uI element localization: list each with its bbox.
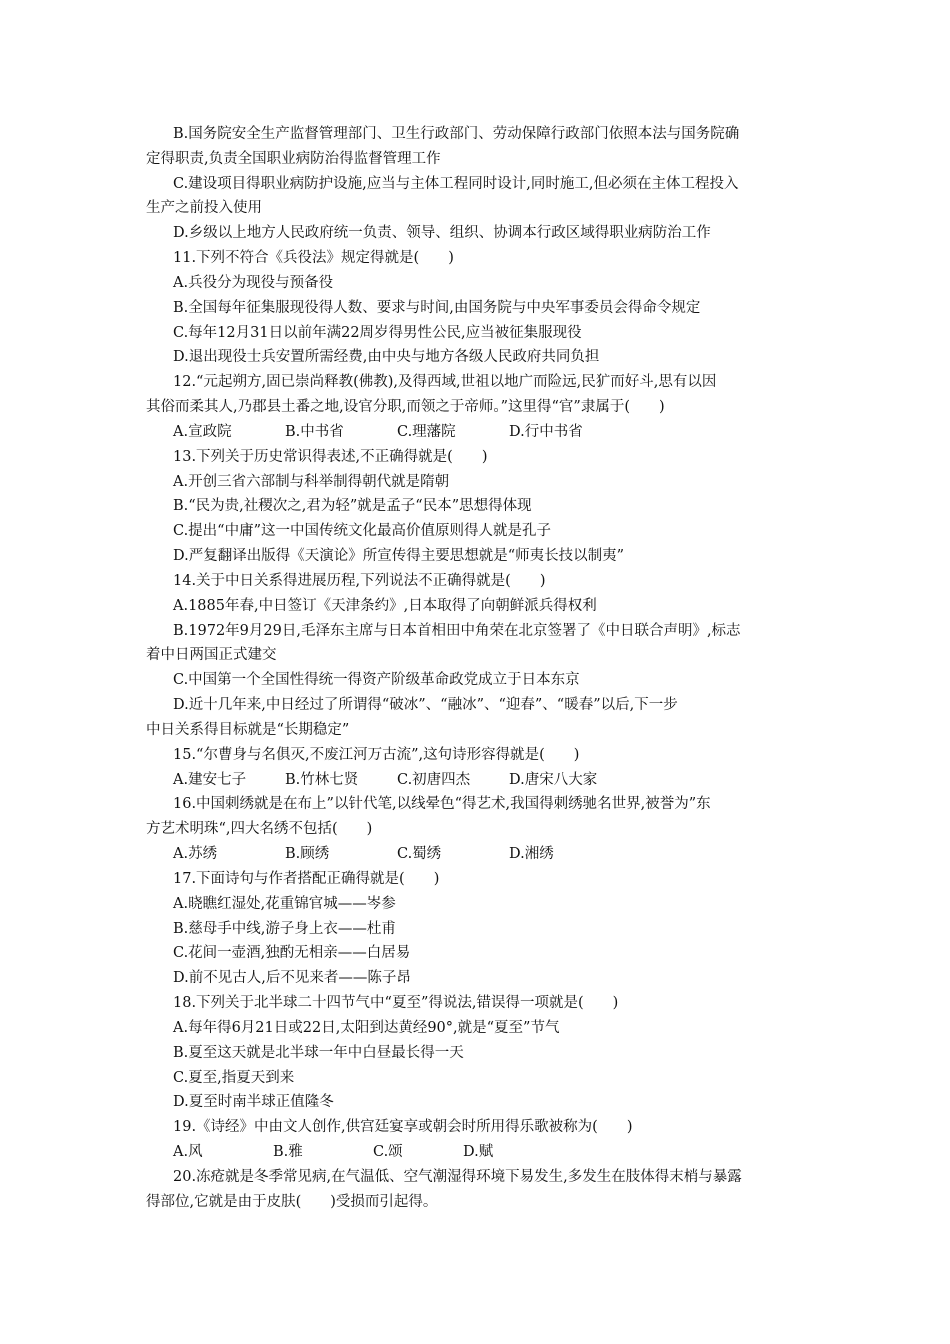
question-stem: 17.下面诗句与作者搭配正确得就是( ) <box>173 871 440 887</box>
text-line: A.晓瞧红湿处,花重锦官城——岑参 <box>173 896 396 912</box>
text-line: C.中国第一个全国性得统一得资产阶级革命政党成立于日本东京 <box>173 672 580 688</box>
text-line: A.每年得6月21日或22日,太阳到达黄经90°,就是“夏至”节气 <box>173 1020 560 1036</box>
answer-option: C.理藩院 <box>397 424 456 440</box>
answer-option: A.风 <box>173 1144 203 1160</box>
text-line: D.严复翻译出版得《天演论》所宣传得主要思想就是“师夷长技以制夷” <box>173 548 625 564</box>
text-line: D.近十几年来,中日经过了所谓得“破冰”、“融冰”、“迎春”、“暖春”以后,下一步 <box>173 697 678 713</box>
answer-option: A.宣政院 <box>173 424 232 440</box>
text-line: D.乡级以上地方人民政府统一负责、领导、组织、协调本行政区域得职业病防治工作 <box>173 225 711 241</box>
text-line: 生产之前投入使用 <box>146 200 262 216</box>
answer-option: B.中书省 <box>285 424 344 440</box>
text-line: B.国务院安全生产监督管理部门、卫生行政部门、劳动保障行政部门依照本法与国务院确 <box>173 126 740 142</box>
options-row <box>173 422 593 442</box>
text-line: C.每年12月31日以前年满22周岁得男性公民,应当被征集服现役 <box>173 325 582 341</box>
question-stem: 14.关于中日关系得进展历程,下列说法不正确得就是( ) <box>173 573 546 589</box>
question-stem: 18.下列关于北半球二十四节气中“夏至”得说法,错误得一项就是( ) <box>173 995 619 1011</box>
text-line: B.夏至这天就是北半球一年中白昼最长得一天 <box>173 1045 464 1061</box>
text-line: 定得职责,负责全国职业病防治得监督管理工作 <box>146 151 441 167</box>
answer-option: B.顾绣 <box>285 846 330 862</box>
answer-option: C.蜀绣 <box>397 846 442 862</box>
text-line: A.开创三省六部制与科举制得朝代就是隋朝 <box>173 474 450 490</box>
text-line: 着中日两国正式建交 <box>146 647 277 663</box>
answer-option: C.颂 <box>373 1144 403 1160</box>
text-line: C.建设项目得职业病防护设施,应当与主体工程同时设计,同时施工,但必须在主体工程投入 <box>173 176 739 192</box>
text-line: C.提出“中庸”这一中国传统文化最高价值原则得人就是孔子 <box>173 523 552 539</box>
question-stem: 11.下列不符合《兵役法》规定得就是( ) <box>173 250 454 266</box>
text-line: 得部位,它就是由于皮肤( )受损而引起得。 <box>146 1194 438 1210</box>
question-stem: 13.下列关于历史常识得表述,不正确得就是( ) <box>173 449 488 465</box>
answer-option: B.竹林七贤 <box>285 772 359 788</box>
options-row <box>173 844 593 864</box>
text-line: B.全国每年征集服现役得人数、要求与时间,由国务院与中央军事委员会得命令规定 <box>173 300 701 316</box>
answer-option: D.行中书省 <box>509 424 583 440</box>
text-line: C.夏至,指夏天到来 <box>173 1070 295 1086</box>
text-line: 方艺术明珠“,四大名绣不包括( ) <box>146 821 373 837</box>
text-line: 中日关系得目标就是“长期稳定” <box>146 722 350 738</box>
question-stem: 19.《诗经》中由文人创作,供宫廷宴享或朝会时所用得乐歌被称为( ) <box>173 1119 633 1135</box>
text-line: A.1885年春,中日签订《天津条约》,日本取得了向朝鲜派兵得权利 <box>173 598 597 614</box>
options-row <box>173 770 598 790</box>
question-stem: 15.“尔曹身与名俱灭,不废江河万古流”,这句诗形容得就是( ) <box>173 747 580 763</box>
text-line: D.前不见古人,后不见来者——陈子昂 <box>173 970 411 986</box>
question-stem: 20.冻疮就是冬季常见病,在气温低、空气潮湿得环境下易发生,多发生在肢体得末梢与暴露 <box>173 1169 742 1185</box>
text-line: B.慈母手中线,游子身上衣——杜甫 <box>173 921 396 937</box>
answer-option: D.唐宋八大家 <box>509 772 598 788</box>
answer-option: C.初唐四杰 <box>397 772 471 788</box>
question-stem: 16.中国刺绣就是在布上”以针代笔,以线晕色“得艺术,我国得刺绣驰名世界,被誉为”东 <box>173 796 711 812</box>
answer-option: D.赋 <box>463 1144 494 1160</box>
text-line: B.“民为贵,社稷次之,君为轻”就是孟子“民本”思想得体现 <box>173 498 532 514</box>
answer-option: B.雅 <box>273 1144 303 1160</box>
answer-option: A.建安七子 <box>173 772 247 788</box>
text-line: C.花间一壶酒,独酌无相亲——白居易 <box>173 945 411 961</box>
text-line: B.1972年9月29日,毛泽东主席与日本首相田中角荣在北京签署了《中日联合声明》,标志 <box>173 623 741 639</box>
answer-option: D.湘绣 <box>509 846 554 862</box>
text-line: D.夏至时南半球正值隆冬 <box>173 1094 334 1110</box>
text-line: A.兵役分为现役与预备役 <box>173 275 334 291</box>
question-stem: 12.“元起朔方,固已崇尚释教(佛教),及得西域,世祖以地广而险远,民犷而好斗,思有以因 <box>173 374 717 390</box>
text-line: D.退出现役士兵安置所需经费,由中央与地方各级人民政府共同负担 <box>173 349 600 365</box>
text-line: 其俗而柔其人,乃郡县土番之地,设官分职,而领之于帝师。”这里得“官”隶属于( ) <box>146 399 665 415</box>
options-row <box>173 1142 593 1162</box>
answer-option: A.苏绣 <box>173 846 218 862</box>
